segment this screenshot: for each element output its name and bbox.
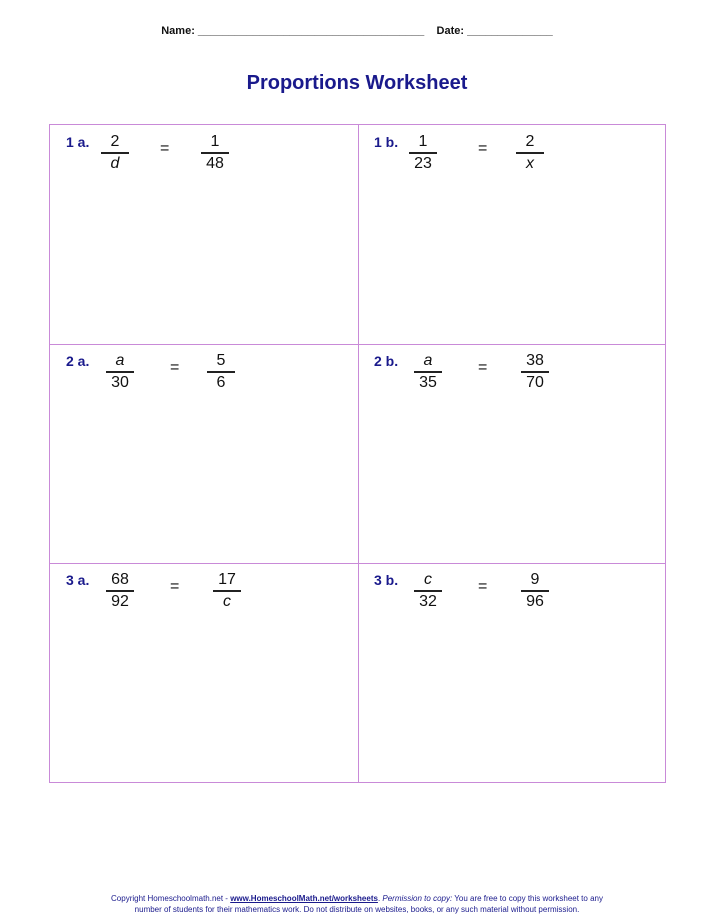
permission-label: Permission to copy: bbox=[382, 894, 453, 903]
fraction-bar bbox=[213, 590, 241, 592]
right-fraction bbox=[195, 133, 235, 173]
problem-cell[interactable] bbox=[358, 563, 666, 782]
problem-cell[interactable] bbox=[50, 344, 358, 563]
denominator: 48 bbox=[206, 155, 224, 172]
denominator: c bbox=[223, 593, 231, 610]
name-date-line bbox=[0, 25, 714, 37]
problem-cell[interactable] bbox=[50, 563, 358, 782]
fraction-bar bbox=[414, 371, 442, 373]
right-fraction bbox=[515, 571, 555, 611]
denominator: d bbox=[110, 155, 120, 172]
date-blank[interactable]: ______________ bbox=[467, 25, 553, 37]
name-label: Name: bbox=[161, 25, 195, 37]
fraction-bar bbox=[414, 590, 442, 592]
equals-sign: = bbox=[478, 359, 488, 376]
problem-grid bbox=[49, 124, 666, 783]
worksheet-title: Proportions Worksheet bbox=[246, 72, 468, 94]
equals-sign: = bbox=[478, 578, 488, 595]
name-blank[interactable]: _____________________________________ bbox=[197, 25, 425, 37]
footer-period: . bbox=[377, 894, 383, 903]
worksheets-link[interactable]: www.HomeschoolMath.net/worksheets bbox=[230, 894, 378, 903]
left-fraction bbox=[100, 571, 140, 611]
problem-cell[interactable] bbox=[50, 125, 358, 344]
left-fraction bbox=[408, 571, 448, 611]
equals-sign: = bbox=[160, 140, 170, 157]
permission-text-line2: number of students for their mathematics work. Do not distribute on websites, books, or any such material without permission. bbox=[134, 905, 580, 914]
problem-label: 2 b. bbox=[374, 353, 399, 369]
right-fraction bbox=[207, 571, 247, 611]
problem-label: 3 a. bbox=[66, 572, 90, 588]
problem-label: 2 a. bbox=[66, 353, 90, 369]
numerator: 5 bbox=[216, 352, 226, 369]
numerator: 68 bbox=[111, 571, 129, 588]
equals-sign: = bbox=[478, 140, 488, 157]
fraction-bar bbox=[201, 152, 229, 154]
denominator: 35 bbox=[419, 374, 437, 391]
problem-cell[interactable] bbox=[358, 344, 666, 563]
numerator: 38 bbox=[526, 352, 544, 369]
numerator: c bbox=[424, 571, 432, 588]
denominator: 30 bbox=[111, 374, 129, 391]
numerator: 9 bbox=[530, 571, 540, 588]
denominator: 70 bbox=[526, 374, 544, 391]
numerator: 17 bbox=[218, 571, 236, 588]
numerator: a bbox=[115, 352, 125, 369]
numerator: 1 bbox=[418, 133, 428, 150]
equals-sign: = bbox=[170, 578, 180, 595]
date-label: Date: bbox=[436, 25, 465, 37]
denominator: x bbox=[526, 155, 534, 172]
numerator: 2 bbox=[525, 133, 535, 150]
denominator: 96 bbox=[526, 593, 544, 610]
left-fraction bbox=[403, 133, 443, 173]
fraction-bar bbox=[106, 590, 134, 592]
fraction-bar bbox=[101, 152, 129, 154]
right-fraction bbox=[201, 352, 241, 392]
fraction-bar bbox=[521, 590, 549, 592]
equals-sign: = bbox=[170, 359, 180, 376]
right-fraction bbox=[510, 133, 550, 173]
fraction-bar bbox=[521, 371, 549, 373]
left-fraction bbox=[100, 352, 140, 392]
denominator: 32 bbox=[419, 593, 437, 610]
denominator: 6 bbox=[216, 374, 226, 391]
fraction-bar bbox=[106, 371, 134, 373]
left-fraction bbox=[408, 352, 448, 392]
numerator: a bbox=[423, 352, 433, 369]
fraction-bar bbox=[409, 152, 437, 154]
problem-label: 1 a. bbox=[66, 134, 90, 150]
copyright-footer bbox=[0, 893, 714, 915]
left-fraction bbox=[95, 133, 135, 173]
denominator: 92 bbox=[111, 593, 129, 610]
problem-cell[interactable] bbox=[358, 125, 666, 344]
permission-text: You are free to copy this worksheet to any bbox=[452, 894, 603, 903]
fraction-bar bbox=[207, 371, 235, 373]
numerator: 2 bbox=[110, 133, 120, 150]
denominator: 23 bbox=[414, 155, 432, 172]
problem-label: 1 b. bbox=[374, 134, 399, 150]
right-fraction bbox=[515, 352, 555, 392]
problem-label: 3 b. bbox=[374, 572, 399, 588]
copyright-text: Copyright Homeschoolmath.net - bbox=[111, 894, 231, 903]
fraction-bar bbox=[516, 152, 544, 154]
numerator: 1 bbox=[210, 133, 220, 150]
